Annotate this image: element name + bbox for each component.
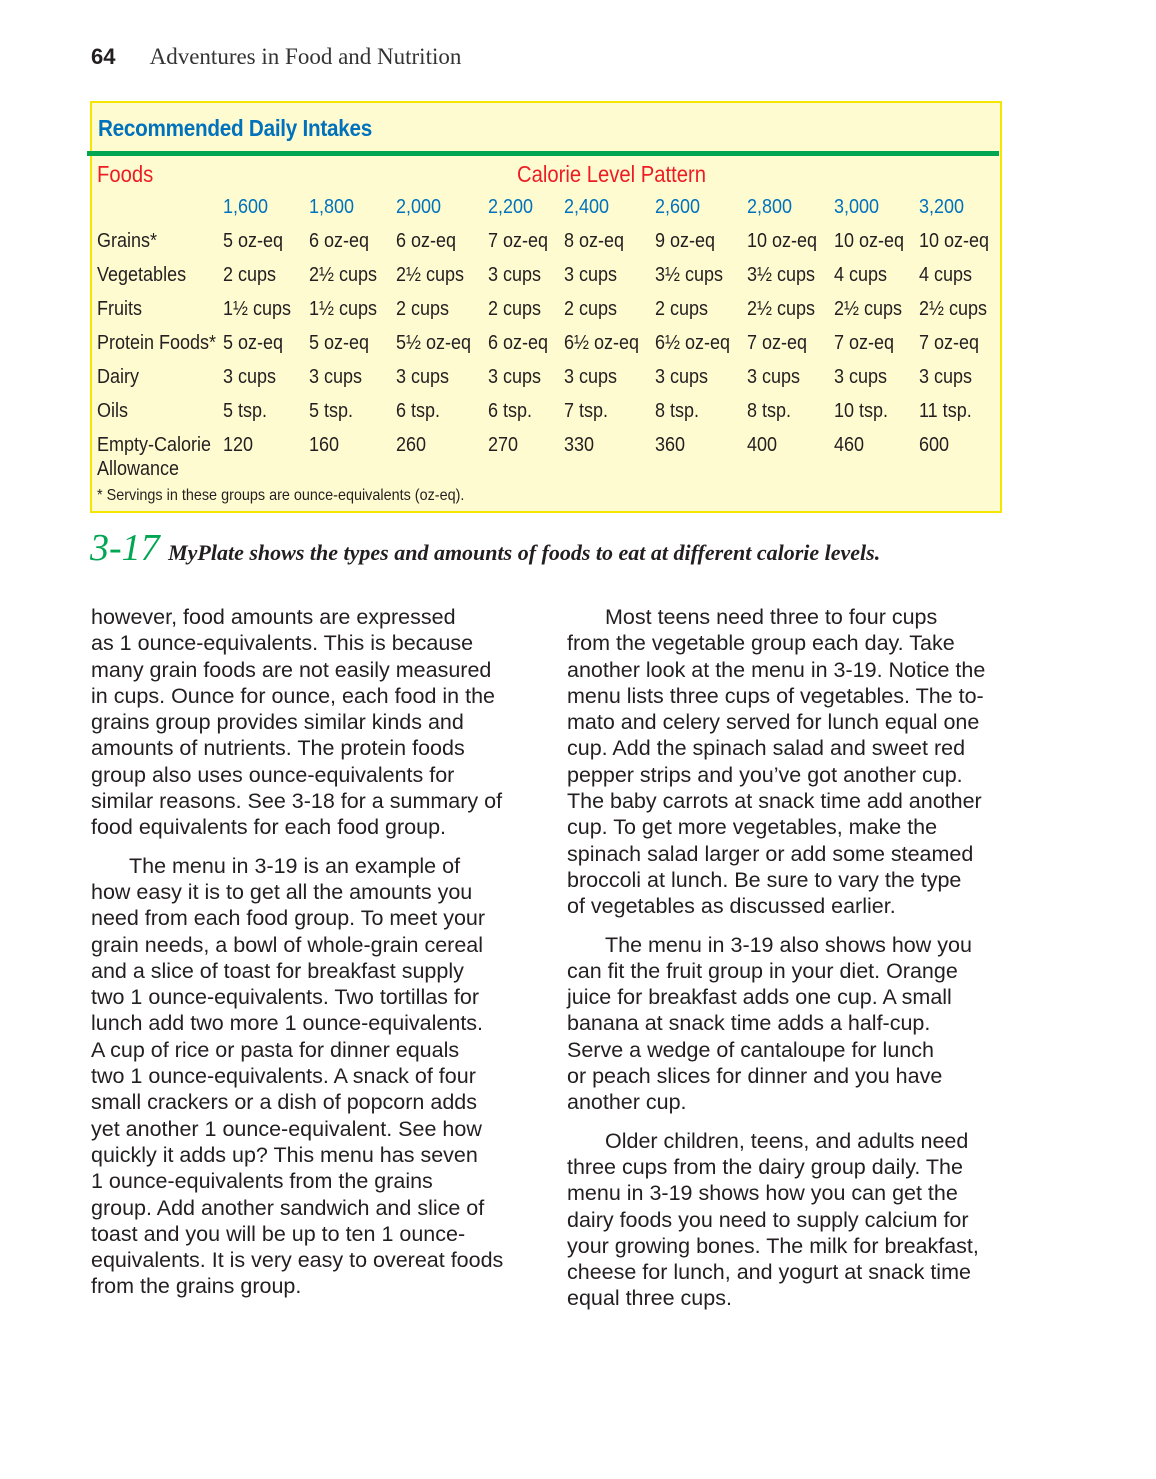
text-line: banana at snack time adds a half-cup.: [567, 1011, 931, 1036]
table-cell: 160: [309, 434, 340, 456]
table-cell: 2½ cups: [919, 298, 988, 320]
text-line: small crackers or a dish of popcorn adds: [91, 1090, 477, 1115]
table-cell: 6 oz-eq: [488, 332, 549, 354]
text-line: food equivalents for each food group.: [91, 815, 447, 840]
text-line: in cups. Ounce for ounce, each food in the: [91, 683, 495, 708]
calorie-level-header: 1,600: [223, 196, 269, 218]
table-cell: 2½ cups: [396, 264, 465, 286]
table-cell: 1½ cups: [223, 298, 292, 320]
table-cell: 460: [834, 434, 865, 456]
table-cell: 2 cups: [488, 298, 542, 320]
text-line: A cup of rice or pasta for dinner equals: [91, 1037, 460, 1062]
table-title: Recommended Daily Intakes: [98, 115, 372, 141]
table-cell: 8 tsp.: [747, 400, 792, 422]
text-line: two 1 ounce-equivalents. A snack of four: [91, 1064, 476, 1089]
row-label: Grains*: [97, 230, 158, 252]
text-line: many grain foods are not easily measured: [91, 657, 492, 682]
table-cell: 2½ cups: [747, 298, 816, 320]
table-cell: 5 tsp.: [309, 400, 354, 422]
table-cell: 600: [919, 434, 950, 456]
text-line: group. Add another sandwich and slice of: [91, 1195, 485, 1220]
text-line: The menu in 3-19 also shows how you: [605, 932, 972, 957]
table-cell: 10 oz-eq: [747, 230, 818, 252]
foods-header: Foods: [97, 161, 154, 187]
title-divider: [87, 151, 999, 156]
table-cell: 3 cups: [223, 366, 277, 388]
text-line: and a slice of toast for breakfast supply: [91, 958, 464, 983]
text-line: menu lists three cups of vegetables. The to-: [567, 683, 984, 708]
table-cell: 5½ oz-eq: [396, 332, 472, 354]
text-line: or peach slices for dinner and you have: [567, 1064, 943, 1089]
table-cell: 3 cups: [747, 366, 801, 388]
book-title: Adventures in Food and Nutrition: [149, 44, 462, 69]
text-line: quickly it adds up? This menu has seven: [91, 1142, 478, 1167]
table-cell: 3½ cups: [747, 264, 816, 286]
text-line: need from each food group. To meet your: [91, 906, 486, 931]
table-cell: 11 tsp.: [919, 400, 972, 422]
table-cell: 7 oz-eq: [747, 332, 808, 354]
row-label: Vegetables: [97, 264, 187, 286]
table-cell: 360: [655, 434, 686, 456]
table-cell: 6½ oz-eq: [655, 332, 731, 354]
text-line: another cup.: [567, 1090, 687, 1115]
row-label: Fruits: [97, 298, 142, 320]
table-cell: 3 cups: [564, 264, 618, 286]
text-line: dairy foods you need to supply calcium for: [567, 1207, 969, 1232]
text-line: spinach salad larger or add some steamed: [567, 841, 974, 866]
calorie-level-header: 1,800: [309, 196, 355, 218]
row-label: Protein Foods*: [97, 332, 217, 354]
text-line: three cups from the dairy group daily. The: [567, 1154, 963, 1179]
table-cell: 400: [747, 434, 778, 456]
table-cell: 9 oz-eq: [655, 230, 716, 252]
paragraph: [567, 604, 985, 920]
table-cell: 7 tsp.: [564, 400, 609, 422]
table-cell: 5 oz-eq: [223, 332, 284, 354]
paragraph: [91, 853, 503, 1300]
running-header: [91, 44, 461, 70]
text-line: equal three cups.: [567, 1286, 732, 1311]
text-line: another look at the menu in 3-19. Notice the: [567, 657, 986, 682]
text-line: pepper strips and you’ve got another cup.: [567, 762, 963, 787]
table-cell: 2 cups: [655, 298, 709, 320]
table-cell: 2½ cups: [309, 264, 378, 286]
table-cell: 2½ cups: [834, 298, 903, 320]
text-line: menu in 3-19 shows how you can get the: [567, 1181, 958, 1206]
table-cell: 2 cups: [396, 298, 450, 320]
text-line: group also uses ounce-equivalents for: [91, 762, 455, 787]
calorie-level-header: 2,600: [655, 196, 701, 218]
text-line: broccoli at lunch. Be sure to vary the type: [567, 867, 962, 892]
text-line: Serve a wedge of cantaloupe for lunch: [567, 1037, 934, 1062]
text-line: juice for breakfast adds one cup. A small: [567, 985, 952, 1010]
table-cell: 3 cups: [919, 366, 973, 388]
text-line: mato and celery served for lunch equal one: [567, 710, 980, 735]
table-cell: 10 oz-eq: [919, 230, 990, 252]
text-line: of vegetables as discussed earlier.: [567, 894, 896, 919]
table-cell: 8 oz-eq: [564, 230, 625, 252]
text-line: amounts of nutrients. The protein foods: [91, 736, 465, 761]
table-cell: 5 oz-eq: [309, 332, 370, 354]
table-cell: 4 cups: [919, 264, 973, 286]
text-line: how easy it is to get all the amounts you: [91, 879, 473, 904]
table-cell: 6 oz-eq: [396, 230, 457, 252]
table-cell: 6½ oz-eq: [564, 332, 640, 354]
row-label: Oils: [97, 400, 129, 422]
text-line: 1 ounce-equivalents from the grains: [91, 1169, 433, 1194]
row-label-line2: Allowance: [97, 458, 180, 480]
text-line: grains group provides similar kinds and: [91, 710, 464, 735]
recommended-intakes-table: [90, 101, 1002, 513]
table-cell: 7 oz-eq: [919, 332, 980, 354]
row-label: Empty-Calorie: [97, 434, 212, 456]
table-cell: 6 oz-eq: [309, 230, 370, 252]
text-line: grain needs, a bowl of whole-grain cereal: [91, 932, 484, 957]
calorie-pattern-header: Calorie Level Pattern: [517, 161, 707, 187]
table-cell: 7 oz-eq: [834, 332, 895, 354]
calorie-level-header: 2,400: [564, 196, 610, 218]
text-line: your growing bones. The milk for breakfast,: [567, 1233, 979, 1258]
paragraph: [567, 932, 985, 1116]
text-line: cheese for lunch, and yogurt at snack time: [567, 1260, 971, 1285]
table-cell: 3 cups: [396, 366, 450, 388]
calorie-level-header: 2,800: [747, 196, 793, 218]
table-cell: 260: [396, 434, 427, 456]
calorie-level-header: 3,000: [834, 196, 880, 218]
table-cell: 3 cups: [564, 366, 618, 388]
table-cell: 3 cups: [834, 366, 888, 388]
table-cell: 3 cups: [488, 366, 542, 388]
table-cell: 10 oz-eq: [834, 230, 905, 252]
table-footnote: * Servings in these groups are ounce-equivalents (oz-eq).: [97, 487, 465, 504]
paragraph: [91, 604, 503, 841]
table-cell: 7 oz-eq: [488, 230, 549, 252]
table-cell: 1½ cups: [309, 298, 378, 320]
table-cell: 2 cups: [564, 298, 618, 320]
text-line: can fit the fruit group in your diet. Orange: [567, 958, 958, 983]
caption-text: MyPlate shows the types and amounts of foods to eat at different calorie levels.: [168, 540, 881, 565]
text-line: from the vegetable group each day. Take: [567, 631, 955, 656]
text-line: however, food amounts are expressed: [91, 605, 456, 629]
text-line: Most teens need three to four cups: [605, 605, 938, 629]
text-line: two 1 ounce-equivalents. Two tortillas for: [91, 985, 479, 1010]
text-line: cup. To get more vegetables, make the: [567, 815, 938, 840]
text-line: equivalents. It is very easy to overeat foods: [91, 1248, 504, 1273]
table-cell: 3 cups: [488, 264, 542, 286]
table-cell: 5 tsp.: [223, 400, 268, 422]
text-line: yet another 1 ounce-equivalent. See how: [91, 1116, 482, 1141]
calorie-level-header: 3,200: [919, 196, 965, 218]
page-number: 64: [91, 44, 116, 69]
table-cell: 3 cups: [309, 366, 363, 388]
table-cell: 2 cups: [223, 264, 277, 286]
table-cell: 6 tsp.: [396, 400, 441, 422]
table-cell: 270: [488, 434, 519, 456]
table-cell: 120: [223, 434, 254, 456]
row-label: Dairy: [97, 366, 140, 388]
calorie-level-header: 2,200: [488, 196, 534, 218]
text-line: from the grains group.: [91, 1274, 302, 1299]
table-cell: 6 tsp.: [488, 400, 533, 422]
calorie-level-header: 2,000: [396, 196, 442, 218]
text-line: as 1 ounce-equivalents. This is because: [91, 631, 474, 656]
table-cell: 3½ cups: [655, 264, 724, 286]
table-cell: 10 tsp.: [834, 400, 889, 422]
text-line: lunch add two more 1 ounce-equivalents.: [91, 1011, 484, 1036]
text-line: cup. Add the spinach salad and sweet red: [567, 736, 966, 761]
text-line: similar reasons. See 3-18 for a summary of: [91, 789, 503, 814]
figure-number: 3-17: [90, 527, 160, 569]
text-line: The baby carrots at snack time add another: [567, 789, 982, 814]
text-line: The menu in 3-19 is an example of: [129, 853, 461, 878]
table-cell: 3 cups: [655, 366, 709, 388]
text-line: Older children, teens, and adults need: [605, 1128, 969, 1153]
paragraph: [567, 1128, 985, 1312]
body-column-left: [91, 604, 503, 1312]
table-cell: 8 tsp.: [655, 400, 700, 422]
text-line: toast and you will be up to ten 1 ounce-: [91, 1221, 466, 1246]
table-cell: 4 cups: [834, 264, 888, 286]
body-column-right: [567, 604, 985, 1324]
table-cell: 330: [564, 434, 595, 456]
table-cell: 5 oz-eq: [223, 230, 284, 252]
figure-caption: [90, 526, 880, 570]
